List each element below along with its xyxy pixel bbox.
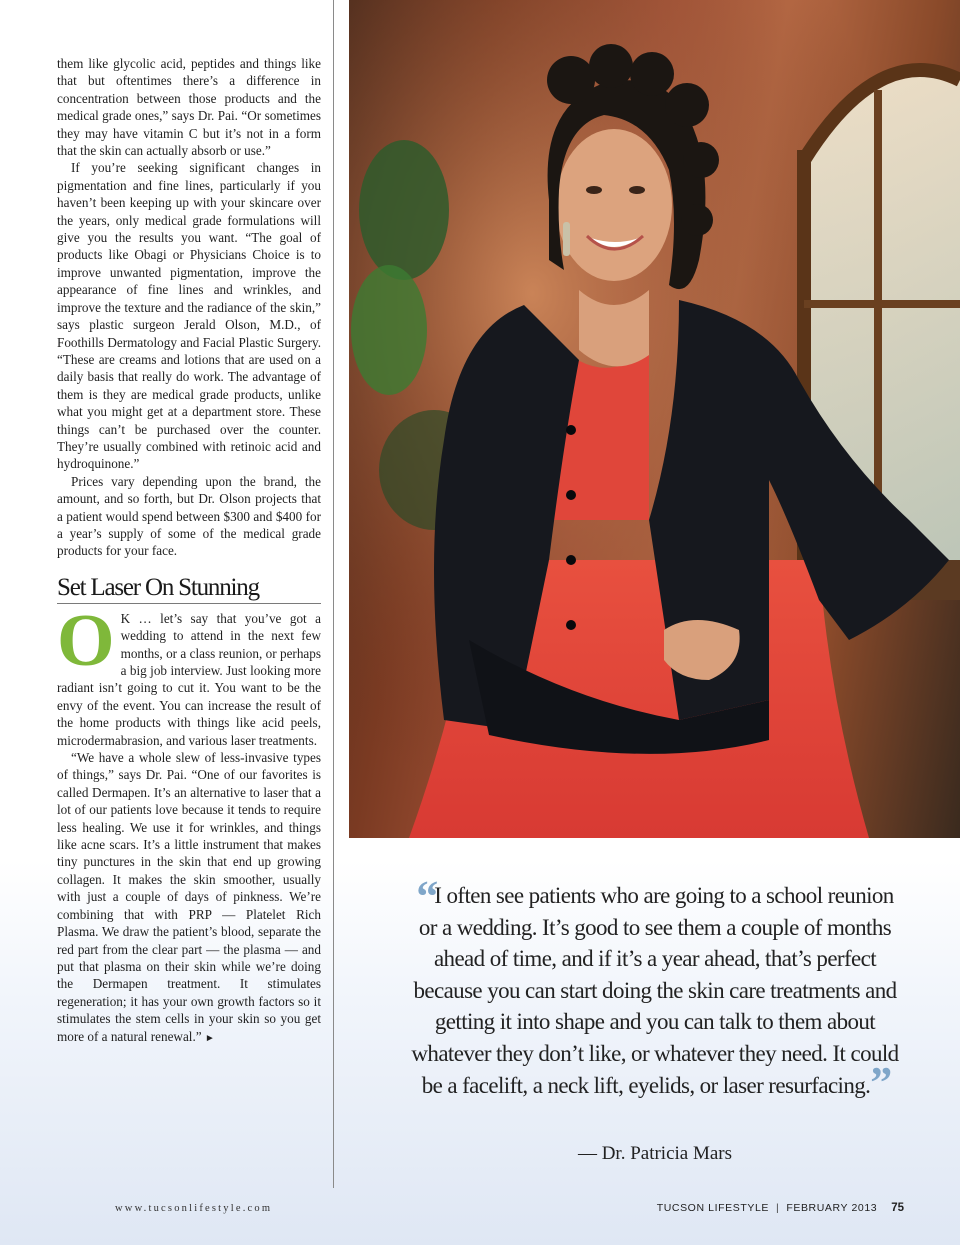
footer-url: www.tucsonlifestyle.com — [115, 1203, 273, 1214]
portrait-photo — [349, 0, 960, 838]
article-paragraph-4 — [57, 599, 321, 749]
footer-magazine-name: TUCSON LIFESTYLE — [656, 1202, 769, 1214]
article-paragraph-5-text: “We have a whole slew of less-invasive types of things,” says Dr. Pai. “One of our favorites is called Dermapen. It’s an alternative to laser that a lot of our patients love because it tends to require less healing. We use it for wrinkles, and things like acne scars. It’s a little instrument that makes tiny punctures in the skin that end up growing collagen. It makes the skin smoother, usually with just a couple of days of pinkness. We’re combining that with PRP — Platelet Rich Plasma. We draw the patient’s blood, separate the red part from the clear part — the plasma — and put that plasma on their skin while we’re doing the Dermapen treatment. It stimulates regeneration; it has your own growth factors so it stimulates the stem cells in your skin so you get more of a natural renewal.” — [57, 750, 321, 1044]
open-quote-mark: “ — [416, 872, 435, 921]
portrait-illustration — [349, 0, 960, 838]
article-paragraph-4-text: K … let’s say that you’ve got a wedding to attend in the next few months, or a class reunion, or perhaps a big job interview. Just looking more radiant isn’t going to cut it. You want to be the envy of the event. You can increase the result of the home products with things like acid peels, microdermabrasion, and various laser treatments. — [57, 610, 321, 748]
page-number: 75 — [891, 1202, 904, 1214]
pull-quote-text: I often see patients who are going to a school reunion or a wedding. It’s good to see them a couple of months ahead of time, and if it’s a year ahead, that’s perfect because you can start doing the skin care treatments and getting it into shape and you can talk to them about whatever they don’t like, or whatever they need. It could be a facelift, a neck lift, eyelids, or laser resurfacing. — [411, 883, 899, 1098]
pull-quote — [408, 872, 902, 1107]
article-paragraph-3: Prices vary depending upon the brand, the amount, and so forth, but Dr. Olson projects that a patient would spend between $300 and $400 for a year’s supply of some of the medical grade products for your face. — [57, 473, 321, 559]
article-column — [57, 55, 321, 1047]
column-divider — [333, 0, 334, 1188]
article-paragraph-1: them like glycolic acid, peptides and things like that but oftentimes there’s a difference in concentration between those products and the medical grade ones,” says Dr. Pai. “Or sometimes they may have vitamin C but it’s not in a form that the skin can actually absorb or use.” — [57, 56, 321, 159]
footer-folio — [657, 1202, 904, 1214]
section-heading: Set Laser On Stunning — [57, 574, 321, 604]
footer-separator: | — [776, 1202, 780, 1214]
article-paragraph-2: If you’re seeking significant changes in pigmentation and fine lines, particularly if you haven’t been keeping up with your skincare over the years, only medical grade formulations will give you the results you want. “The goal of products like Obagi or Physicians Choice is to improve unwanted pigmentation, improve the appearance of fine lines and wrinkles, and improve the texture and the radiance of the skin,” says plastic surgeon Jerald Olson, M.D., of Foothills Dermatology and Facial Plastic Surgery. “These are creams and lotions that are used on a daily basis that really do work. The advantage of them is they are medical grade products, unlike what you might get at a department store. These things can’t be purchased over the counter. They’re usually combined with retinoic acid and hydroquinone.” — [57, 160, 321, 472]
close-quote-mark: ” — [870, 1057, 889, 1107]
drop-cap: O — [57, 599, 115, 682]
pull-quote-attribution: — Dr. Patricia Mars — [577, 1143, 733, 1164]
article-paragraph-5 — [57, 749, 321, 1047]
footer-issue-date: FEBRUARY 2013 — [786, 1202, 878, 1214]
continue-arrow-icon: ► — [204, 1032, 215, 1044]
